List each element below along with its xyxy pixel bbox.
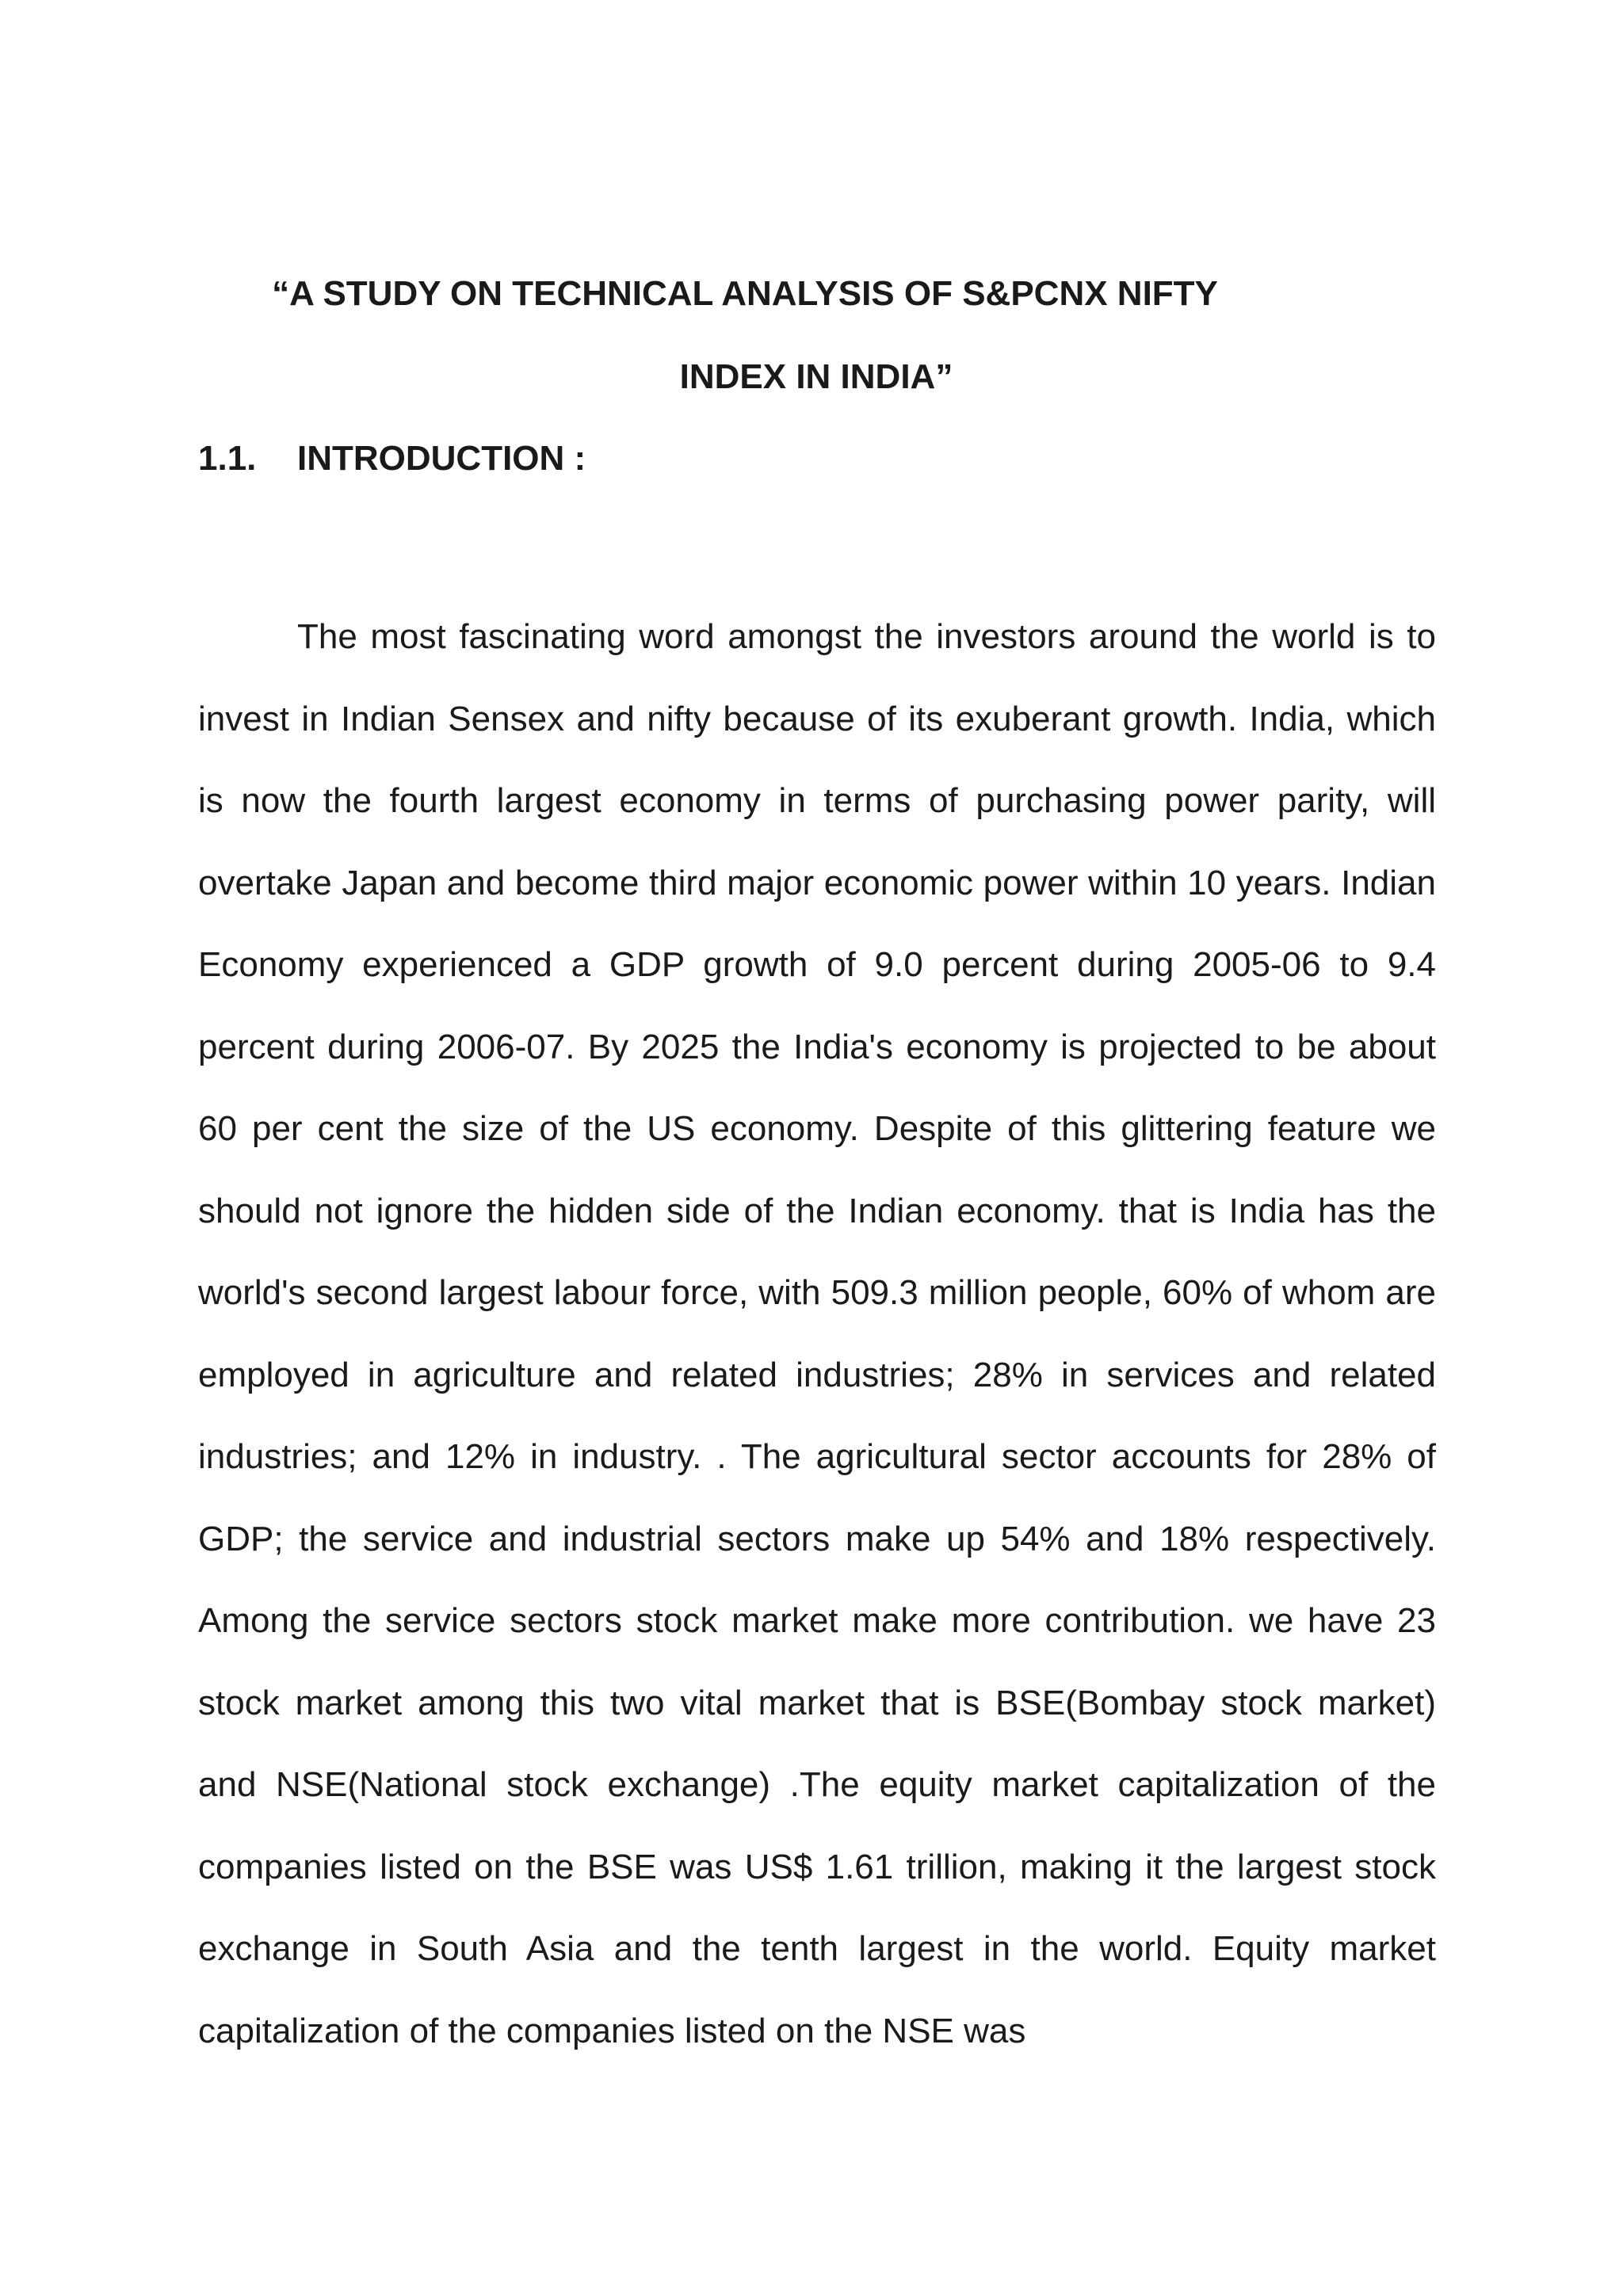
intro-paragraph: The most fascinating word amongst the investors around the world is to invest in Indian Sensex and nifty because of its exuberant growth. India, which is now the fourth largest economy in terms of purchasing power parity, will overtake Japan and become third major economic power within 10 years. Indian Economy experienced a GDP growth of 9.0 percent during 2005-06 to 9.4 percent during 2006-07. By 2025 the India's economy is projected to be about 60 per cent the size of the US economy. Despite of this glittering feature we should not ignore the hidden side of the Indian economy. that is India has the world's second largest labour force, with 509.3 million people, 60% of whom are employed in agriculture and related industries; 28% in services and related industries; and 12% in industry. . The agricultural sector accounts for 28% of GDP; the service and industrial sectors make up 54% and 18% respectively. Among the service sectors stock market make more contribution. we have 23 stock market among this two vital market that is BSE(Bombay stock market) and NSE(National stock exchange) .The equity market capitalization of the companies listed on the BSE was US$ 1.61 trillion, making it the largest stock exchange in South Asia and the tenth largest in the world. Equity market capitalization of the companies listed on the NSE was [198,617,1436,2050]
section-heading [198,438,586,479]
section-title: INTRODUCTION : [297,439,586,478]
section-number: 1.1. [198,439,257,478]
document-title-line-2: INDEX IN INDIA” [679,357,953,396]
document-title-line-1: “A STUDY ON TECHNICAL ANALYSIS OF S&PCNX NIFTY [272,274,1218,313]
